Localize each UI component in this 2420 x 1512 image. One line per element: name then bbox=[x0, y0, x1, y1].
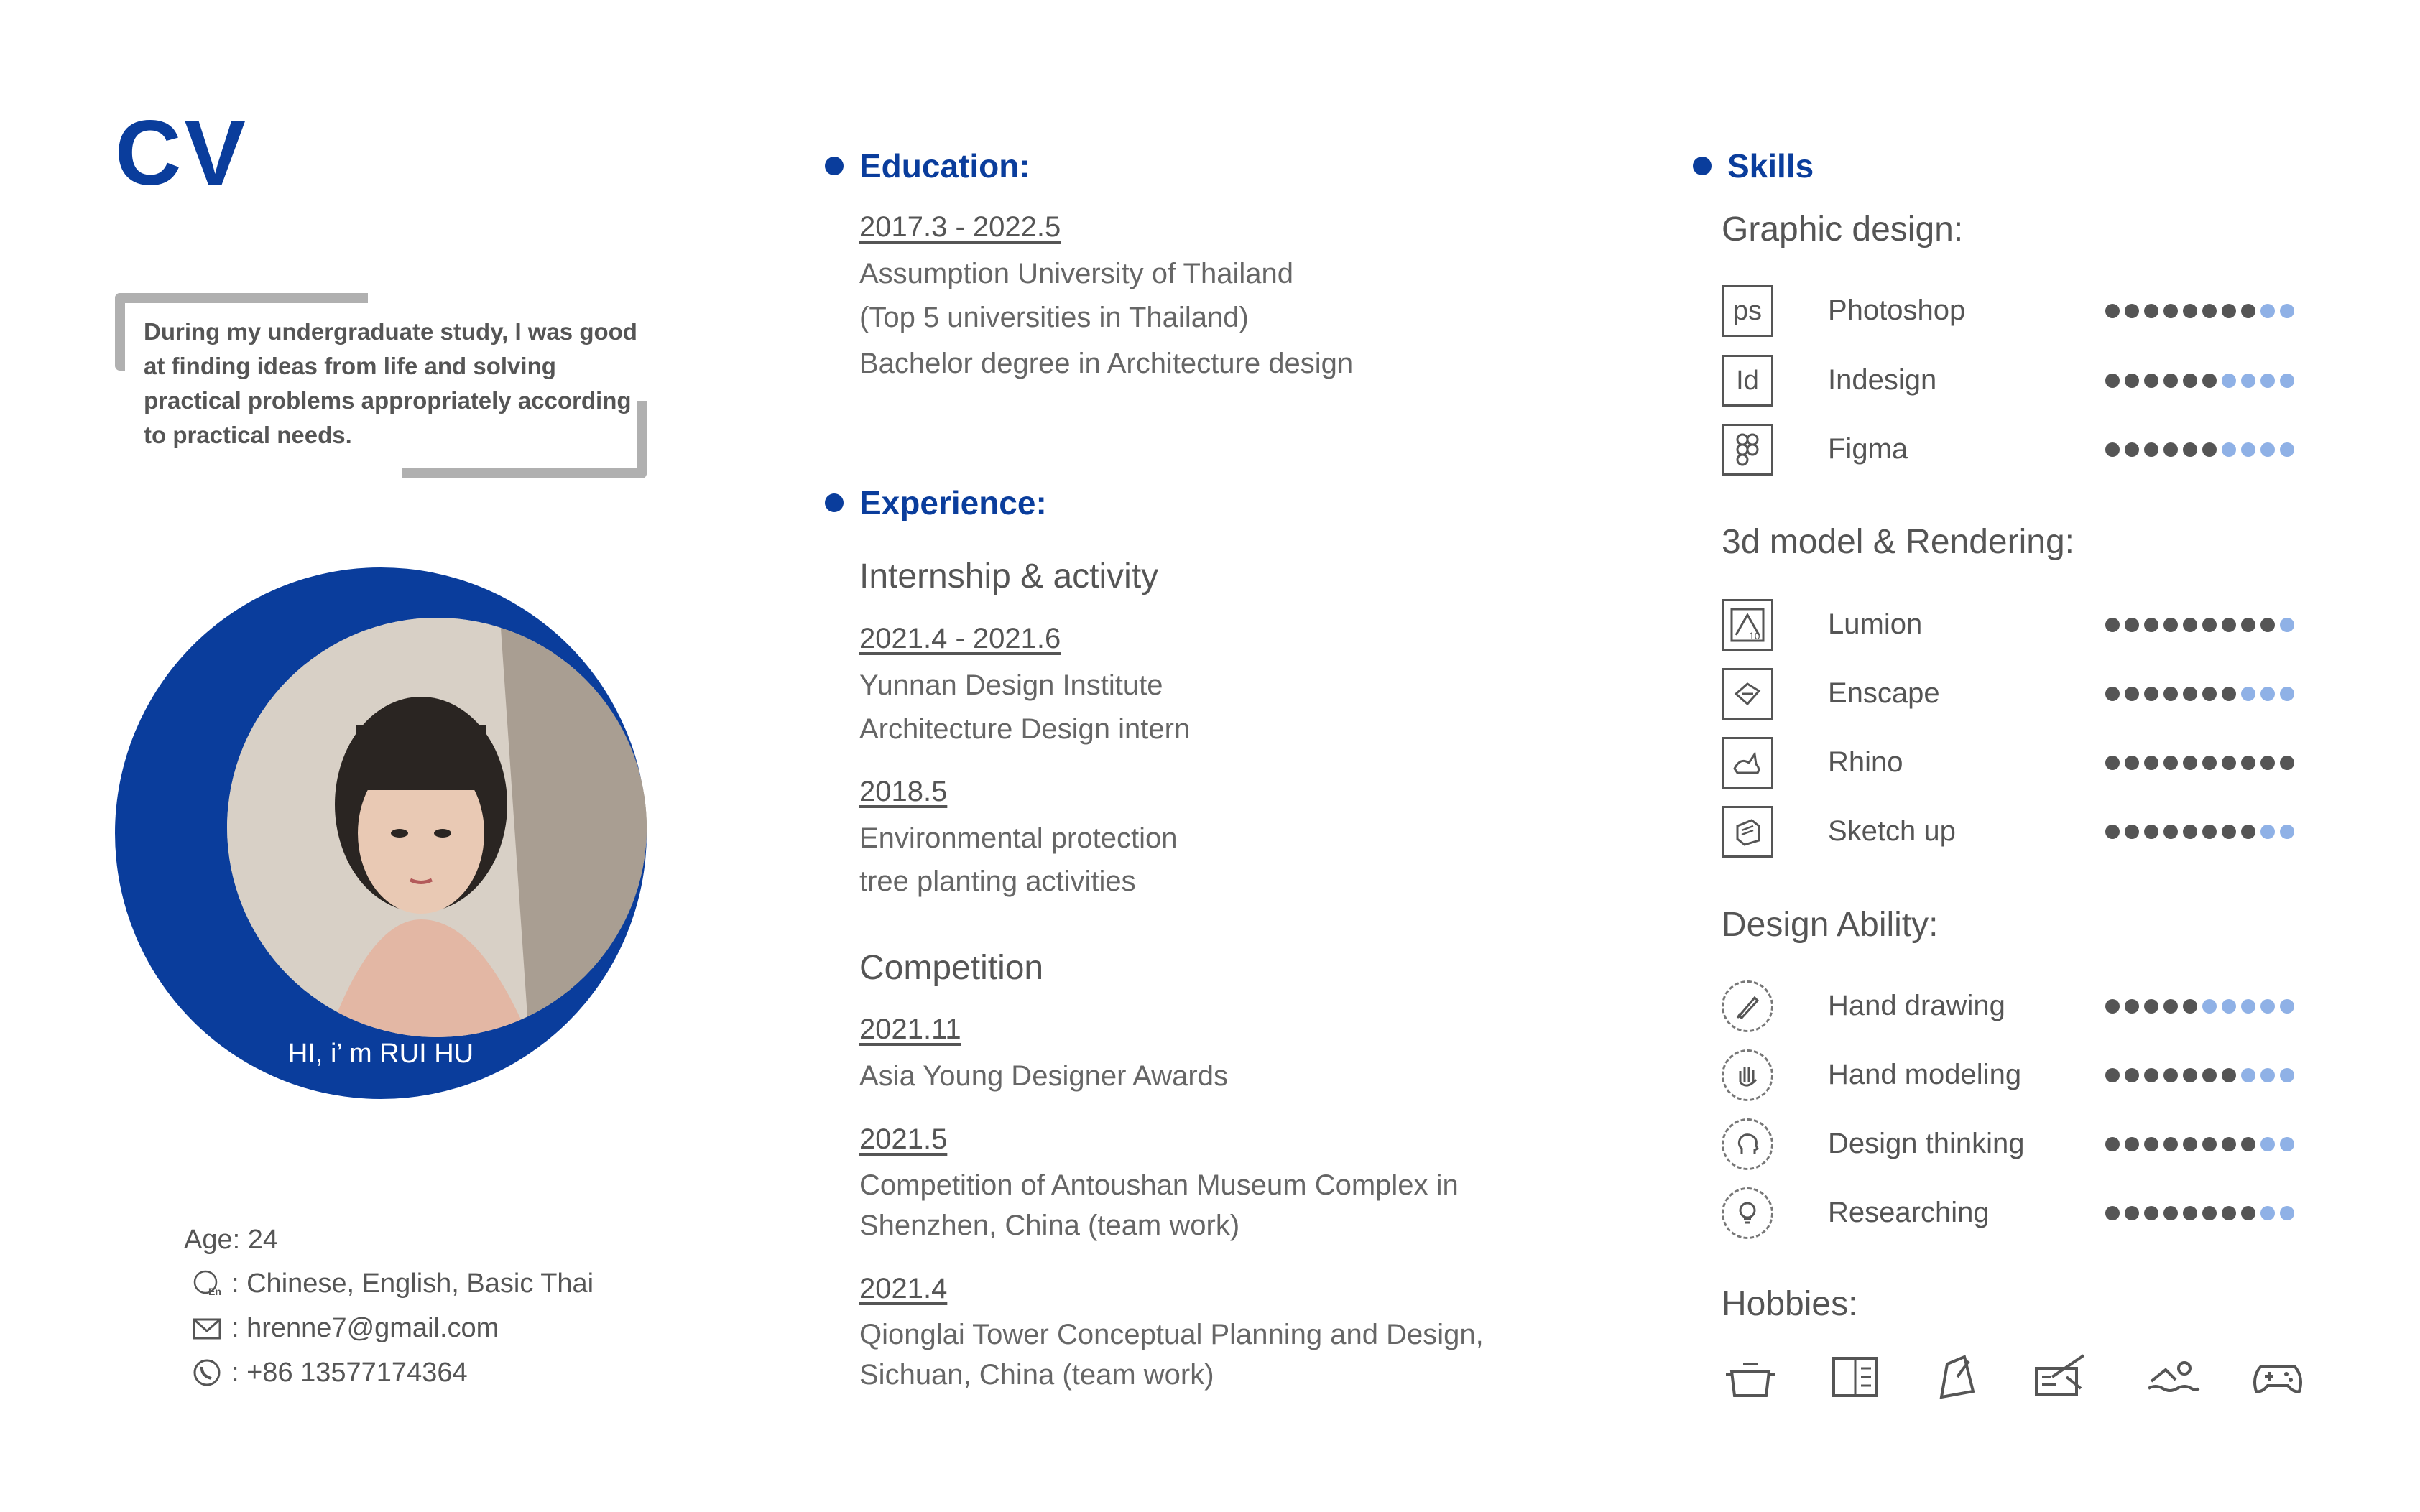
design-ability-heading: Design Ability: bbox=[1722, 906, 1939, 944]
level-dot-empty bbox=[2280, 442, 2294, 457]
internship-line: Architecture Design intern bbox=[859, 713, 1191, 745]
bullet-dot bbox=[825, 493, 844, 512]
level-dot-filled bbox=[2183, 1068, 2197, 1082]
competition-line: Competition of Antoushan Museum Complex in bbox=[859, 1169, 1459, 1201]
quote-bracket-top bbox=[115, 293, 368, 303]
competition-line: Sichuan, China (team work) bbox=[859, 1359, 1214, 1391]
skill-row-sketchup bbox=[1722, 803, 1773, 861]
level-dot-filled bbox=[2125, 1206, 2139, 1220]
education-heading-label: Education: bbox=[859, 147, 1030, 185]
level-dot-filled bbox=[2241, 825, 2255, 839]
level-dot-empty bbox=[2280, 999, 2294, 1014]
level-dot-filled bbox=[2222, 1068, 2236, 1082]
level-dot-filled bbox=[2125, 1068, 2139, 1082]
travel-icon bbox=[2031, 1348, 2088, 1406]
level-dot-filled bbox=[2183, 442, 2197, 457]
skill-level bbox=[2105, 442, 2294, 457]
level-dot-empty bbox=[2260, 1068, 2275, 1082]
level-dot-filled bbox=[2260, 756, 2275, 770]
level-dot-filled bbox=[2163, 687, 2178, 701]
design-thinking-icon bbox=[1722, 1118, 1773, 1170]
hobbies-heading: Hobbies: bbox=[1722, 1285, 1858, 1323]
skills-heading bbox=[1693, 147, 1814, 185]
level-dot-empty bbox=[2280, 1068, 2294, 1082]
level-dot-empty bbox=[2280, 687, 2294, 701]
level-dot-empty bbox=[2260, 999, 2275, 1014]
level-dot-empty bbox=[2222, 999, 2236, 1014]
competition-date: 2021.11 bbox=[859, 1014, 961, 1045]
photoshop-icon: ps bbox=[1722, 285, 1773, 337]
skill-label: Researching bbox=[1828, 1197, 1990, 1228]
hand-drawing-icon bbox=[1722, 980, 1773, 1032]
greeting-text: HI, i’ m RUI HU bbox=[287, 1039, 474, 1069]
experience-heading bbox=[825, 483, 1047, 522]
level-dot-empty bbox=[2280, 304, 2294, 318]
level-dot-filled bbox=[2183, 1206, 2197, 1220]
drawing-icon bbox=[1929, 1348, 1986, 1406]
level-dot-filled bbox=[2222, 304, 2236, 318]
languages-text: : Chinese, English, Basic Thai bbox=[231, 1268, 594, 1299]
level-dot-empty bbox=[2260, 442, 2275, 457]
level-dot-filled bbox=[2125, 687, 2139, 701]
level-dot-filled bbox=[2144, 1137, 2158, 1151]
level-dot-filled bbox=[2202, 1206, 2217, 1220]
quote-bracket-left bbox=[115, 293, 125, 371]
skill-level bbox=[2105, 1137, 2294, 1151]
competition-line: Shenzhen, China (team work) bbox=[859, 1210, 1240, 1241]
competition-heading: Competition bbox=[859, 949, 1044, 987]
phone-row bbox=[191, 1357, 468, 1388]
gamepad-icon bbox=[2249, 1348, 2306, 1406]
level-dot-filled bbox=[2163, 756, 2178, 770]
internship-date: 2018.5 bbox=[859, 776, 948, 807]
skill-label: Figma bbox=[1828, 433, 1908, 465]
level-dot-filled bbox=[2163, 825, 2178, 839]
level-dot-filled bbox=[2144, 1206, 2158, 1220]
level-dot-empty bbox=[2222, 442, 2236, 457]
email-row bbox=[191, 1312, 499, 1344]
intro-text: During my undergraduate study, I was good at finding ideas from life and solving practical problems appropriately according to practical needs. bbox=[144, 318, 637, 448]
level-dot-empty bbox=[2280, 374, 2294, 388]
level-dot-filled bbox=[2144, 756, 2158, 770]
level-dot-filled bbox=[2105, 999, 2120, 1014]
skill-row-photoshop bbox=[1722, 282, 1773, 340]
internship-line: tree planting activities bbox=[859, 866, 1136, 897]
skill-label: Enscape bbox=[1828, 677, 1940, 709]
competition-line: Asia Young Designer Awards bbox=[859, 1060, 1228, 1092]
level-dot-filled bbox=[2163, 304, 2178, 318]
level-dot-filled bbox=[2183, 304, 2197, 318]
svg-text:10: 10 bbox=[1749, 630, 1760, 641]
email-text[interactable]: : hrenne7@gmail.com bbox=[231, 1312, 499, 1343]
skill-label: Hand modeling bbox=[1828, 1059, 2022, 1090]
level-dot-filled bbox=[2105, 618, 2120, 632]
lumion-icon bbox=[1722, 599, 1773, 651]
level-dot-filled bbox=[2163, 1068, 2178, 1082]
level-dot-filled bbox=[2125, 618, 2139, 632]
level-dot-empty bbox=[2280, 618, 2294, 632]
level-dot-filled bbox=[2125, 999, 2139, 1014]
level-dot-empty bbox=[2241, 999, 2255, 1014]
phone-text: : +86 13577174364 bbox=[231, 1357, 468, 1388]
enscape-icon bbox=[1722, 668, 1773, 720]
education-date: 2017.3 - 2022.5 bbox=[859, 211, 1061, 243]
level-dot-filled bbox=[2144, 618, 2158, 632]
level-dot-filled bbox=[2125, 1137, 2139, 1151]
level-dot-filled bbox=[2183, 687, 2197, 701]
level-dot-empty bbox=[2260, 825, 2275, 839]
skill-level bbox=[2105, 825, 2294, 839]
level-dot-filled bbox=[2105, 442, 2120, 457]
skill-level bbox=[2105, 1068, 2294, 1082]
avatar bbox=[227, 618, 647, 1037]
skill-level bbox=[2105, 374, 2294, 388]
level-dot-empty bbox=[2280, 825, 2294, 839]
level-dot-filled bbox=[2280, 756, 2294, 770]
skill-row-design-thinking bbox=[1722, 1116, 1773, 1173]
bullet-dot bbox=[825, 157, 844, 175]
level-dot-filled bbox=[2241, 304, 2255, 318]
level-dot-empty bbox=[2260, 374, 2275, 388]
level-dot-filled bbox=[2163, 374, 2178, 388]
level-dot-empty bbox=[2241, 1068, 2255, 1082]
level-dot-filled bbox=[2144, 825, 2158, 839]
languages-row bbox=[191, 1268, 594, 1299]
skill-row-hand-drawing bbox=[1722, 978, 1773, 1035]
age-text: Age: 24 bbox=[184, 1225, 278, 1255]
bullet-dot bbox=[1693, 157, 1712, 175]
modeling-heading: 3d model & Rendering: bbox=[1722, 523, 2074, 561]
level-dot-filled bbox=[2202, 442, 2217, 457]
level-dot-empty bbox=[2260, 1206, 2275, 1220]
level-dot-filled bbox=[2183, 825, 2197, 839]
level-dot-filled bbox=[2202, 1137, 2217, 1151]
level-dot-filled bbox=[2105, 825, 2120, 839]
level-dot-filled bbox=[2125, 304, 2139, 318]
skill-level bbox=[2105, 1206, 2294, 1220]
level-dot-filled bbox=[2241, 618, 2255, 632]
level-dot-filled bbox=[2222, 756, 2236, 770]
level-dot-filled bbox=[2202, 1068, 2217, 1082]
level-dot-filled bbox=[2202, 825, 2217, 839]
level-dot-filled bbox=[2144, 1068, 2158, 1082]
level-dot-filled bbox=[2202, 687, 2217, 701]
education-line: (Top 5 universities in Thailand) bbox=[859, 302, 1249, 333]
level-dot-filled bbox=[2144, 374, 2158, 388]
skill-row-indesign bbox=[1722, 352, 1773, 409]
level-dot-filled bbox=[2202, 618, 2217, 632]
language-icon bbox=[191, 1268, 223, 1299]
level-dot-filled bbox=[2222, 1206, 2236, 1220]
level-dot-filled bbox=[2183, 1137, 2197, 1151]
phone-icon bbox=[191, 1357, 223, 1388]
level-dot-filled bbox=[2163, 442, 2178, 457]
competition-date: 2021.5 bbox=[859, 1123, 948, 1155]
level-dot-empty bbox=[2280, 1206, 2294, 1220]
internship-heading: Internship & activity bbox=[859, 557, 1159, 595]
skills-heading-label: Skills bbox=[1727, 147, 1814, 185]
svg-text:En: En bbox=[208, 1286, 221, 1297]
level-dot-filled bbox=[2144, 687, 2158, 701]
level-dot-empty bbox=[2260, 687, 2275, 701]
level-dot-filled bbox=[2125, 374, 2139, 388]
hand-modeling-icon bbox=[1722, 1049, 1773, 1101]
level-dot-filled bbox=[2241, 1137, 2255, 1151]
level-dot-filled bbox=[2260, 618, 2275, 632]
competition-date: 2021.4 bbox=[859, 1273, 948, 1304]
skill-row-researching bbox=[1722, 1184, 1773, 1242]
level-dot-filled bbox=[2202, 756, 2217, 770]
skill-label: Design thinking bbox=[1828, 1128, 2025, 1159]
level-dot-filled bbox=[2202, 304, 2217, 318]
skill-level bbox=[2105, 618, 2294, 632]
skill-row-lumion bbox=[1722, 596, 1773, 654]
researching-icon bbox=[1722, 1187, 1773, 1239]
indesign-icon: Id bbox=[1722, 355, 1773, 407]
figma-icon bbox=[1722, 424, 1773, 476]
level-dot-filled bbox=[2144, 442, 2158, 457]
internship-line: Environmental protection bbox=[859, 822, 1178, 854]
skill-level bbox=[2105, 999, 2294, 1014]
level-dot-empty bbox=[2241, 687, 2255, 701]
level-dot-filled bbox=[2125, 756, 2139, 770]
competition-line: Qionglai Tower Conceptual Planning and Design, bbox=[859, 1319, 1484, 1350]
mail-icon bbox=[191, 1312, 223, 1344]
level-dot-filled bbox=[2125, 825, 2139, 839]
skill-label: Rhino bbox=[1828, 746, 1903, 778]
level-dot-filled bbox=[2241, 1206, 2255, 1220]
internship-line: Yunnan Design Institute bbox=[859, 669, 1163, 701]
skill-level bbox=[2105, 756, 2294, 770]
level-dot-filled bbox=[2222, 825, 2236, 839]
level-dot-filled bbox=[2202, 374, 2217, 388]
level-dot-filled bbox=[2183, 756, 2197, 770]
level-dot-empty bbox=[2260, 304, 2275, 318]
skill-level bbox=[2105, 687, 2294, 701]
level-dot-filled bbox=[2105, 1068, 2120, 1082]
level-dot-filled bbox=[2105, 1206, 2120, 1220]
level-dot-filled bbox=[2222, 618, 2236, 632]
education-heading bbox=[825, 147, 1030, 185]
level-dot-filled bbox=[2163, 1206, 2178, 1220]
level-dot-filled bbox=[2183, 374, 2197, 388]
graphic-design-heading: Graphic design: bbox=[1722, 210, 1964, 249]
level-dot-filled bbox=[2105, 374, 2120, 388]
level-dot-filled bbox=[2241, 756, 2255, 770]
skill-label: Hand drawing bbox=[1828, 990, 2005, 1021]
cooking-pot-icon bbox=[1722, 1348, 1779, 1406]
skill-label: Indesign bbox=[1828, 364, 1937, 396]
skill-row-figma bbox=[1722, 421, 1773, 478]
education-line: Bachelor degree in Architecture design bbox=[859, 348, 1354, 379]
cv-title: CV bbox=[115, 102, 249, 205]
quote-bracket-bottom bbox=[402, 468, 647, 478]
level-dot-filled bbox=[2105, 756, 2120, 770]
level-dot-empty bbox=[2241, 374, 2255, 388]
level-dot-filled bbox=[2183, 999, 2197, 1014]
swimming-icon bbox=[2144, 1348, 2202, 1406]
skill-label: Lumion bbox=[1828, 608, 1923, 640]
experience-heading-label: Experience: bbox=[859, 484, 1047, 521]
level-dot-empty bbox=[2260, 1137, 2275, 1151]
level-dot-filled bbox=[2144, 999, 2158, 1014]
education-line: Assumption University of Thailand bbox=[859, 258, 1293, 289]
rhino-icon bbox=[1722, 737, 1773, 789]
level-dot-filled bbox=[2163, 999, 2178, 1014]
level-dot-filled bbox=[2125, 442, 2139, 457]
level-dot-filled bbox=[2222, 1137, 2236, 1151]
level-dot-empty bbox=[2222, 374, 2236, 388]
skill-level bbox=[2105, 304, 2294, 318]
level-dot-filled bbox=[2222, 687, 2236, 701]
skill-row-hand-modeling bbox=[1722, 1047, 1773, 1104]
level-dot-filled bbox=[2105, 1137, 2120, 1151]
skill-label: Sketch up bbox=[1828, 815, 1956, 847]
level-dot-filled bbox=[2105, 304, 2120, 318]
internship-date: 2021.4 - 2021.6 bbox=[859, 623, 1061, 654]
skill-row-rhino bbox=[1722, 734, 1773, 792]
level-dot-filled bbox=[2163, 618, 2178, 632]
skill-label: Photoshop bbox=[1828, 294, 1966, 326]
level-dot-empty bbox=[2241, 442, 2255, 457]
level-dot-empty bbox=[2202, 999, 2217, 1014]
level-dot-empty bbox=[2280, 1137, 2294, 1151]
book-icon bbox=[1826, 1348, 1884, 1406]
level-dot-filled bbox=[2105, 687, 2120, 701]
level-dot-filled bbox=[2163, 1137, 2178, 1151]
level-dot-filled bbox=[2144, 304, 2158, 318]
skill-row-enscape bbox=[1722, 665, 1773, 723]
level-dot-filled bbox=[2183, 618, 2197, 632]
sketchup-icon bbox=[1722, 806, 1773, 858]
